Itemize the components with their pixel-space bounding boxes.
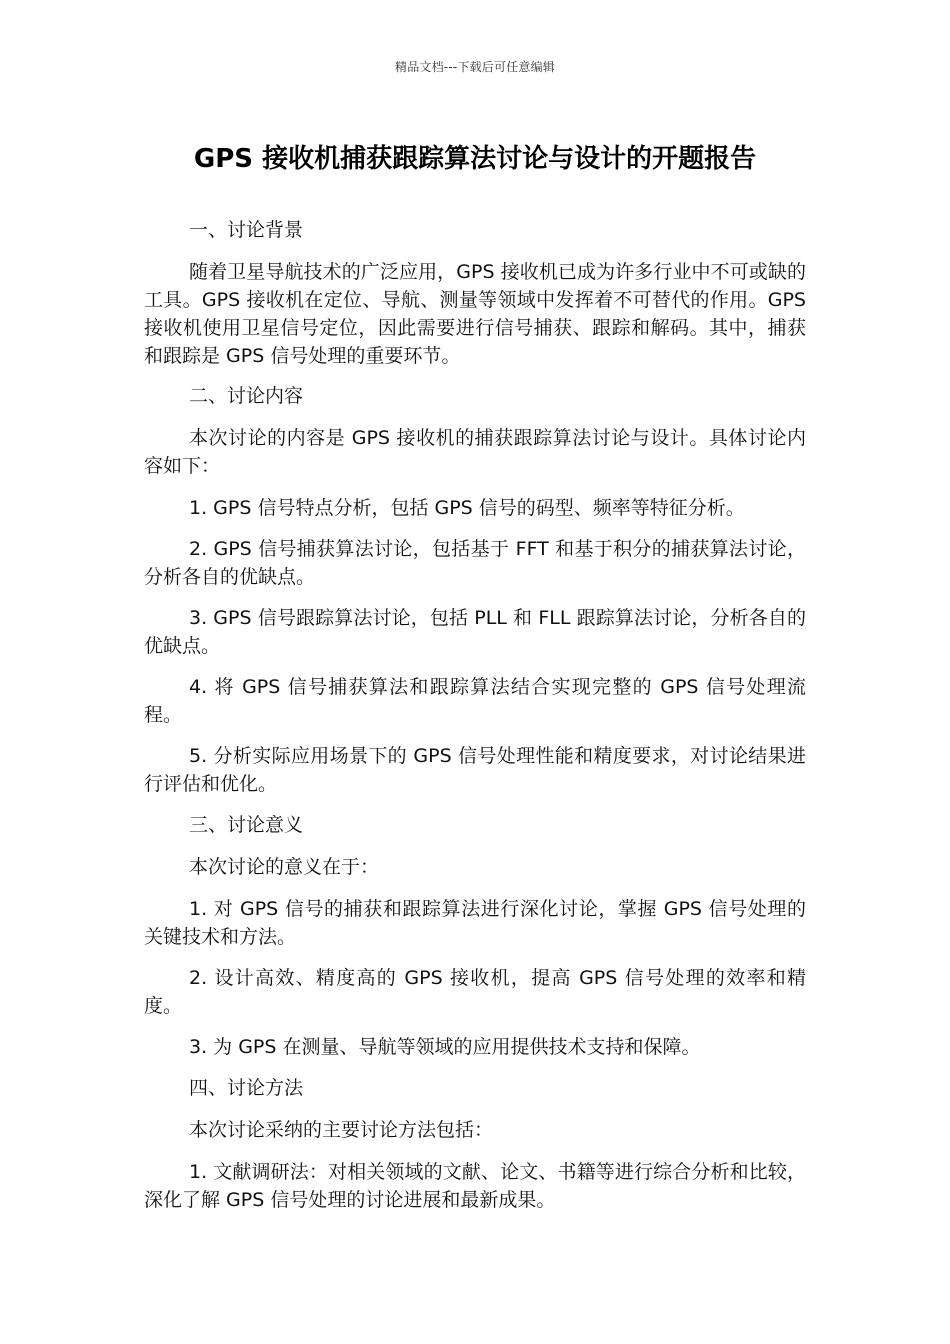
- paragraph-method-intro: 本次讨论采纳的主要讨论方法包括：: [189, 1119, 494, 1141]
- list-item-content-3: 3. GPS 信号跟踪算法讨论，包括 PLL 和 FLL 跟踪算法讨论，分析各自的优缺点。: [144, 607, 806, 657]
- document-title: GPS 接收机捕获跟踪算法讨论与设计的开题报告: [193, 144, 757, 174]
- paragraph-significance-intro: 本次讨论的意义在于：: [189, 856, 380, 878]
- list-item-significance-2: 2. 设计高效、精度高的 GPS 接收机，提高 GPS 信号处理的效率和精度。: [144, 967, 806, 1017]
- list-item-significance-3: 3. 为 GPS 在测量、导航等领域的应用提供技术支持和保障。: [189, 1036, 701, 1058]
- section-heading-background: 一、讨论背景: [189, 219, 304, 241]
- list-item-content-2: 2. GPS 信号捕获算法讨论，包括基于 FFT 和基于积分的捕获算法讨论，分析各自的优缺点。: [144, 538, 806, 588]
- section-heading-content: 二、讨论内容: [189, 385, 304, 407]
- list-item-significance-1: 1. 对 GPS 信号的捕获和跟踪算法进行深化讨论，掌握 GPS 信号处理的关键技术和方法。: [144, 898, 806, 948]
- header-note: 精品文档---下载后可任意编辑: [395, 60, 555, 74]
- list-item-method-1: 1. 文献调研法：对相关领域的文献、论文、书籍等进行综合分析和比较，深化了解 GPS 信号处理的讨论进展和最新成果。: [144, 1161, 806, 1211]
- list-item-content-1: 1. GPS 信号特点分析，包括 GPS 信号的码型、频率等特征分析。: [189, 497, 745, 519]
- paragraph-content-intro: 本次讨论的内容是 GPS 接收机的捕获跟踪算法讨论与设计。具体讨论内容如下：: [144, 427, 806, 477]
- section-heading-method: 四、讨论方法: [189, 1077, 304, 1099]
- paragraph-background: 随着卫星导航技术的广泛应用，GPS 接收机已成为许多行业中不可或缺的工具。GPS 接收机在定位、导航、测量等领域中发挥着不可替代的作用。GPS 接收机使用卫星信号定位，因此需要进行信号捕获、跟踪和解码。其中，捕获和跟踪是 GPS 信号处理的重要环节。: [144, 261, 806, 367]
- section-heading-significance: 三、讨论意义: [189, 814, 304, 836]
- list-item-content-5: 5. 分析实际应用场景下的 GPS 信号处理性能和精度要求，对讨论结果进行评估和优化。: [144, 745, 806, 795]
- list-item-content-4: 4. 将 GPS 信号捕获算法和跟踪算法结合实现完整的 GPS 信号处理流程。: [144, 676, 806, 726]
